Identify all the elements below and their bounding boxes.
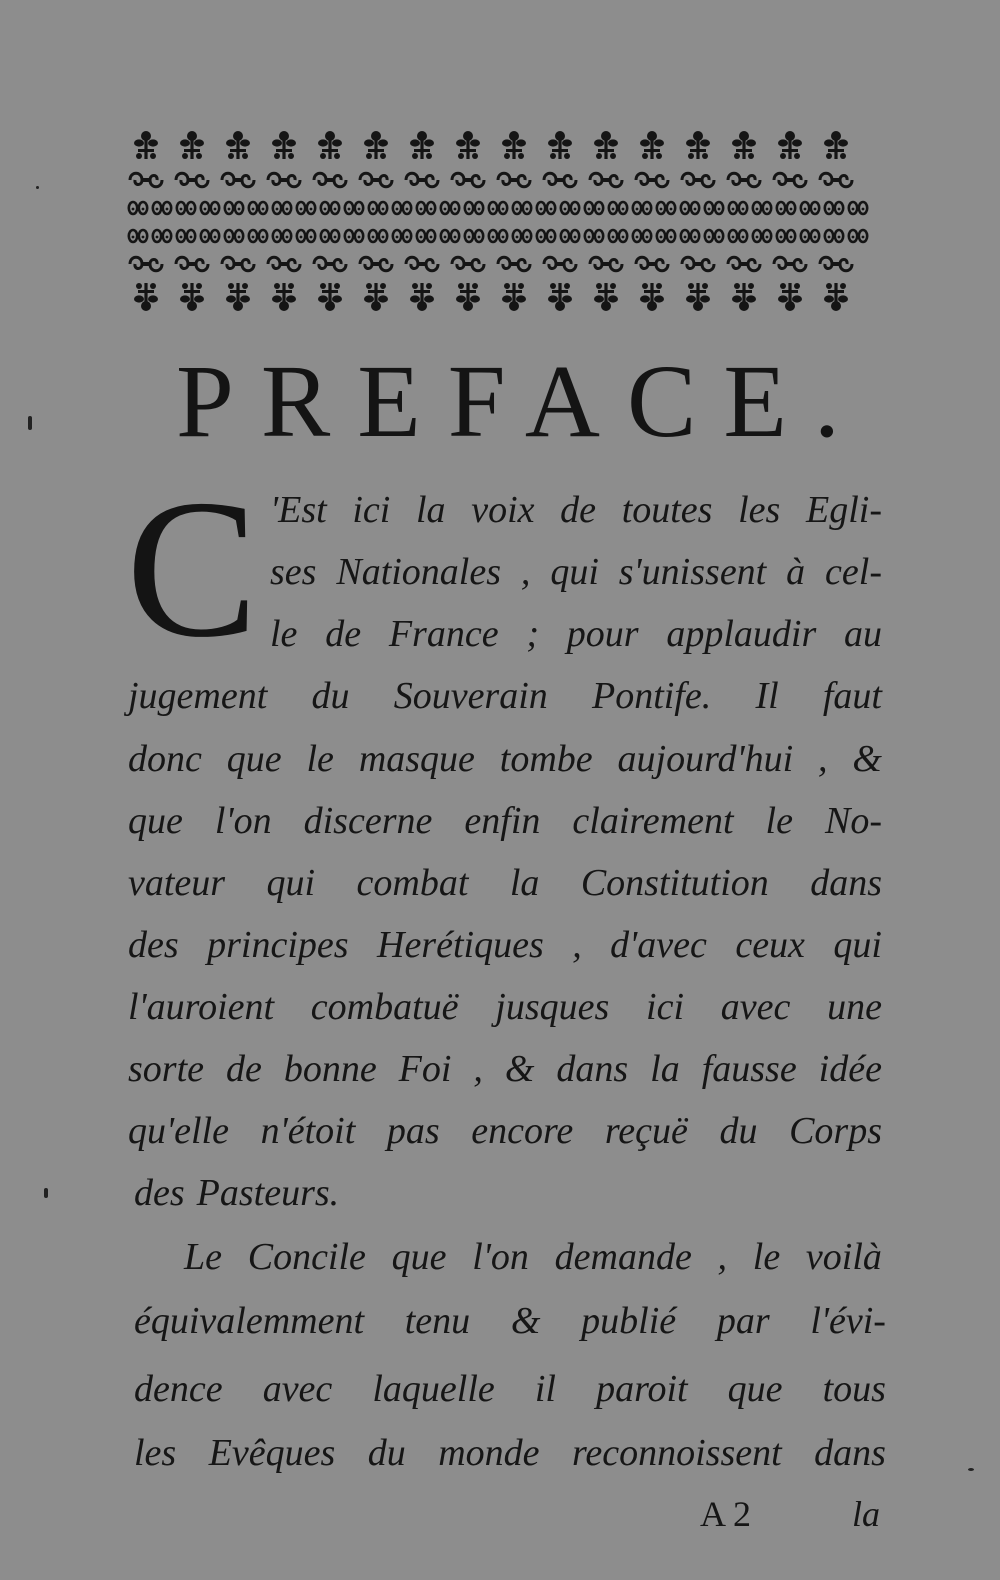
word: Herétiques [377,924,544,966]
word: , [818,738,828,780]
word: aujourd'hui [617,738,794,780]
word: & [510,1300,541,1342]
word: de [325,613,362,655]
text-line [134,1174,434,1212]
catchword: la [852,1494,881,1534]
word: tombe [499,738,593,780]
word: reconnoissent [572,1432,782,1474]
text-line [128,1112,882,1150]
page-title: PREFACE. [176,344,867,459]
word: pour [566,613,639,655]
word: tous [822,1368,886,1410]
word: les [134,1432,177,1474]
ornament-scroll-row-1 [130,173,852,187]
word: bonne [283,1048,377,1090]
word: une [827,986,882,1028]
word: Nationales [336,551,502,593]
word: & [852,738,882,780]
word: publié [581,1300,677,1342]
word: de [225,1048,262,1090]
ornament-bottom-row [134,283,848,311]
word: pas [386,1110,440,1152]
text-line [134,1370,886,1408]
word: dence [134,1368,223,1410]
text-line [270,553,882,591]
word: cel- [825,551,882,593]
text-line [184,1238,882,1276]
text-line [128,988,882,1026]
word: la [509,862,540,904]
decorative-headpiece [124,124,880,320]
word: le [270,613,298,655]
text-line [270,615,882,653]
word: jugement [128,675,268,717]
word: enfin [464,800,541,842]
word: des [128,924,179,966]
word: donc [128,738,202,780]
word: Pontife. [591,675,712,717]
word: masque [358,738,475,780]
word: Corps [789,1110,882,1152]
word: Egli- [806,489,882,531]
word: No- [825,800,882,842]
word: jusques [495,986,610,1028]
word: qui [550,551,599,593]
word: l'on [214,800,272,842]
ornament-top-row [134,131,848,159]
word: dans [814,1432,886,1474]
text-line [270,491,882,529]
word: laquelle [372,1368,495,1410]
ornament-scroll-row-2 [130,257,852,271]
word: du [367,1432,406,1474]
word: ceux [735,924,805,966]
word: que [128,800,183,842]
word: à [786,551,806,593]
word: le [752,1236,781,1278]
word: qui [266,862,316,904]
text-line [128,802,882,840]
word: que [391,1236,447,1278]
word: combat [356,862,469,904]
word: reçuë [604,1110,688,1152]
margin-speck [28,416,32,430]
word: la [415,489,446,531]
word: dans [556,1048,629,1090]
word: dans [810,862,882,904]
word: ; [526,613,539,655]
word: vateur [128,862,226,904]
drop-cap: C [126,459,259,678]
word: sorte [128,1048,204,1090]
word: clairement [572,800,734,842]
word: le [306,738,334,780]
ornament-bead-row-2 [129,230,867,242]
word: au [844,613,882,655]
word: monde [438,1432,540,1474]
word: d'avec [610,924,707,966]
word: qu'elle [128,1110,229,1152]
word: le [765,800,793,842]
word: toutes [621,489,713,531]
word: , [473,1048,483,1090]
ornament-bead-row-1 [129,202,867,214]
word: avec [720,986,791,1028]
text-line [128,677,882,715]
word: que [226,738,282,780]
word: la [650,1048,680,1090]
word: des [134,1172,185,1214]
word: demande [554,1236,692,1278]
text-line [128,740,882,778]
word: de [560,489,597,531]
word: Evêques [208,1432,336,1474]
margin-speck [44,1188,48,1198]
signature-mark: A 2 [700,1494,752,1534]
word: il [534,1368,556,1410]
word: qui [833,924,882,966]
word: du [311,675,350,717]
word: n'étoit [260,1110,356,1152]
margin-speck [36,186,39,189]
word: équivalemment [134,1300,365,1342]
word: tenu [404,1300,471,1342]
word: avec [262,1368,333,1410]
word: l'auroient [128,986,275,1028]
word: principes [207,924,349,966]
word: l'évi- [810,1300,886,1342]
word: ici [646,986,685,1028]
word: les [738,489,781,531]
word: combatuë [310,986,459,1028]
word: du [719,1110,758,1152]
word: 'Est [270,489,327,531]
word: voix [471,489,535,531]
word: voilà [805,1236,882,1278]
word: Il [755,675,779,717]
word: que [727,1368,783,1410]
word: Constitution [580,862,769,904]
word: Souverain [393,675,548,717]
text-line [134,1302,886,1340]
word: encore [471,1110,574,1152]
word: , [520,551,531,593]
margin-speck [968,1468,974,1471]
word: discerne [303,800,433,842]
word: l'on [472,1236,529,1278]
word: ici [352,489,391,531]
word: Foi [398,1048,452,1090]
word: faut [822,675,882,717]
word: , [572,924,582,966]
word: s'unissent [618,551,767,593]
text-line [134,1434,886,1472]
text-line [128,926,882,964]
word: Le [184,1236,222,1278]
word: fausse [701,1048,797,1090]
word: Pasteurs. [196,1172,340,1214]
word: idée [818,1048,882,1090]
word: Concile [247,1236,366,1278]
text-line [128,1050,882,1088]
word: paroit [596,1368,688,1410]
word: France [388,613,499,655]
word: applaudir [666,613,817,655]
text-line [128,864,882,902]
word: & [504,1048,535,1090]
word: , [717,1236,728,1278]
word: ses [270,551,317,593]
word: par [716,1300,770,1342]
